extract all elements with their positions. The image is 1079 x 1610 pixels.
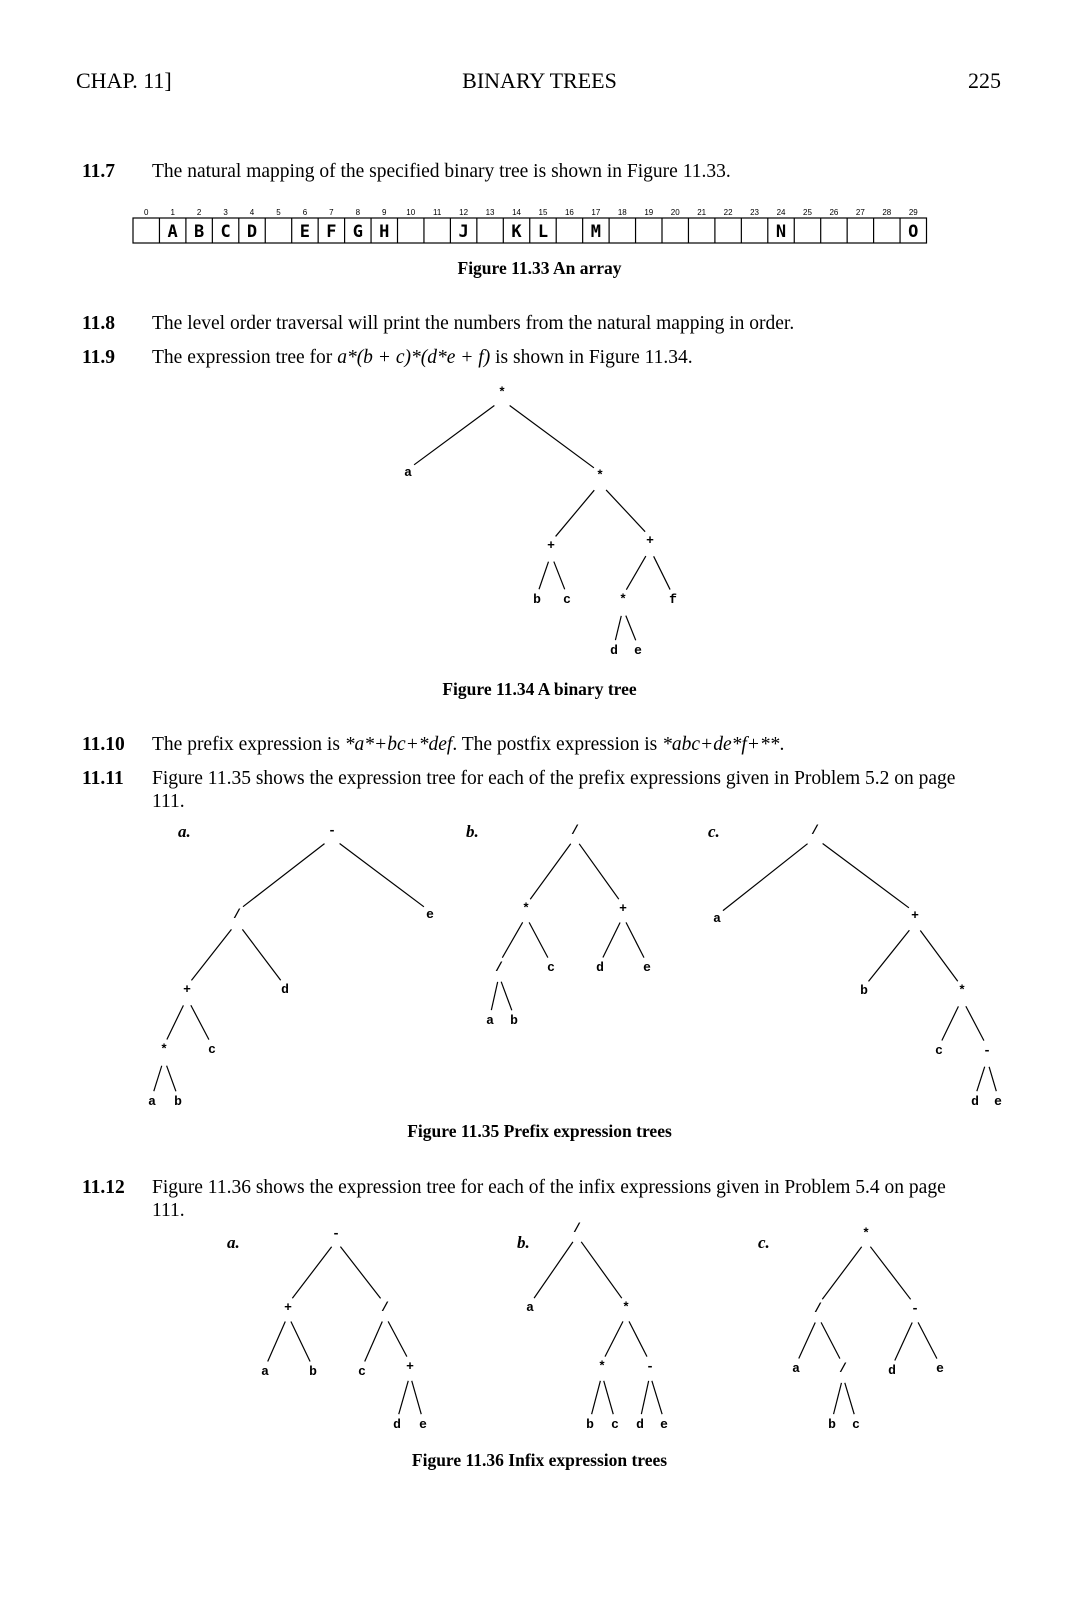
tree-node-label: - <box>328 823 336 838</box>
array-index: 26 <box>829 208 839 217</box>
tree-node-label: b <box>586 1417 594 1432</box>
page-number: 225 <box>968 68 1001 93</box>
tree-node-label: a <box>713 911 721 926</box>
problem-number-11-8: 11.8 <box>82 313 116 334</box>
figure-11-34-caption: Figure 11.34 A binary tree <box>442 679 637 699</box>
array-cell: O <box>908 222 919 242</box>
array-cell: C <box>220 222 231 242</box>
tree-edge <box>918 1322 937 1358</box>
tree-node-label: b <box>828 1417 836 1432</box>
tree-node-label: e <box>994 1094 1002 1109</box>
running-head-chapter: CHAP. 11] <box>76 68 172 93</box>
tree-node-label: + <box>619 901 627 916</box>
tree-node-label: d <box>281 982 289 997</box>
tree-node-label: * <box>598 1359 606 1374</box>
tree-node-label: / <box>233 907 241 922</box>
array-index: 29 <box>908 208 918 217</box>
array-cell: H <box>379 222 390 242</box>
array-index: 0 <box>143 208 149 217</box>
tree-node-label: b <box>309 1364 317 1379</box>
array-index: 22 <box>723 208 733 217</box>
array-index: 25 <box>803 208 812 217</box>
paragraph-11-11: Figure 11.35 shows the expression tree for each of the prefix expressions given in Problem 5.2 on page <box>152 768 956 789</box>
tree-node-label: / <box>571 823 579 838</box>
tree-node-label: - <box>911 1301 919 1316</box>
tree-node-label: f <box>669 592 677 607</box>
tree-node-label: + <box>183 982 191 997</box>
tree-node-label: b <box>860 983 868 998</box>
tree-node-label: * <box>622 1300 630 1315</box>
problem-number-11-7: 11.7 <box>82 161 116 182</box>
array-index: 10 <box>406 208 416 217</box>
tree-node-label: + <box>547 538 555 553</box>
tree-node-label: d <box>596 960 604 975</box>
array-index: 2 <box>196 208 202 217</box>
subfigure-label-35b: b. <box>466 822 479 841</box>
tree-node-label: * <box>619 592 627 607</box>
array-cell: N <box>775 222 787 242</box>
tree-node-label: c <box>611 1417 619 1432</box>
array-index: 18 <box>617 208 627 217</box>
subfigure-label-36b: b. <box>517 1233 530 1252</box>
array-cell: L <box>537 222 549 242</box>
array-index: 20 <box>670 208 680 217</box>
tree-node-label: * <box>862 1226 870 1241</box>
subfigure-label-35a: a. <box>178 822 191 841</box>
tree-node-label: d <box>610 643 618 658</box>
array-index: 27 <box>855 208 865 217</box>
postfix-expression: *abc+de*f+** <box>662 734 780 755</box>
array-cell: F <box>326 222 337 242</box>
tree-node-label: e <box>660 1417 668 1432</box>
tree-node-label: - <box>646 1359 654 1374</box>
paragraph-11-11-continuation: 111. <box>152 791 185 812</box>
tree-node-label: c <box>563 592 571 607</box>
array-index: 7 <box>329 208 334 217</box>
problem-number-11-10: 11.10 <box>82 734 125 755</box>
tree-node-label: a <box>148 1094 156 1109</box>
array-cell: K <box>511 222 522 242</box>
tree-node-label: - <box>983 1043 991 1058</box>
tree-edge <box>821 1322 840 1358</box>
array-index: 9 <box>382 208 387 217</box>
tree-node-label: c <box>547 960 555 975</box>
tree-node-label: * <box>522 901 530 916</box>
tree-edge <box>870 1247 910 1300</box>
tree-node-label: + <box>406 1359 414 1374</box>
tree-node-label: * <box>596 468 604 483</box>
array-index: 1 <box>170 208 175 217</box>
array-index: 12 <box>459 208 469 217</box>
tree-edge <box>799 1323 815 1359</box>
tree-node-label: a <box>526 1300 534 1315</box>
tree-node-label: / <box>839 1361 847 1376</box>
array-index: 4 <box>249 208 255 217</box>
array-index: 13 <box>485 208 495 217</box>
tree-node-label: a <box>486 1013 494 1028</box>
tree-node-label: + <box>646 533 654 548</box>
array-index: 15 <box>538 208 548 217</box>
tree-node-label: b <box>174 1094 182 1109</box>
array-index: 28 <box>882 208 892 217</box>
tree-node-label: e <box>419 1417 427 1432</box>
figure-11-33-caption: Figure 11.33 An array <box>457 258 622 278</box>
prefix-expression: *a*+bc+*def <box>344 734 453 755</box>
problem-number-11-11: 11.11 <box>82 768 124 789</box>
tree-node-label: c <box>358 1364 366 1379</box>
tree-node-label: d <box>971 1094 979 1109</box>
tree-node-label: * <box>498 385 506 400</box>
tree-node-label: / <box>814 1301 822 1316</box>
array-cell: M <box>590 222 601 242</box>
array-cell: E <box>299 222 311 242</box>
tree-node-label: a <box>792 1361 800 1376</box>
tree-node-label: + <box>284 1300 292 1315</box>
array-index: 23 <box>750 208 760 217</box>
array-cell: J <box>458 222 469 242</box>
array-index: 11 <box>433 208 442 217</box>
tree-node-label: b <box>510 1013 518 1028</box>
array-index: 5 <box>276 208 281 217</box>
tree-node-label: / <box>573 1221 581 1236</box>
paragraph-11-10: The prefix expression is *a*+bc+*def. The postfix expression is *abc+de*f+**. <box>152 734 785 755</box>
tree-node-label: d <box>636 1417 644 1432</box>
tree-edge <box>822 1247 861 1300</box>
tree-node-label: e <box>426 907 434 922</box>
tree-node-label: e <box>643 960 651 975</box>
tree-node-label: d <box>393 1417 401 1432</box>
tree-node-label: b <box>533 592 541 607</box>
tree-node-label: e <box>936 1361 944 1376</box>
paragraph-11-9: The expression tree for a*(b + c)*(d*e + f) is shown in Figure 11.34. <box>152 347 693 368</box>
array-index: 17 <box>591 208 601 217</box>
tree-node-label: e <box>634 643 642 658</box>
tree-node-label: c <box>208 1042 216 1057</box>
tree-node-label: * <box>958 983 966 998</box>
array-index: 24 <box>776 208 786 217</box>
array-index: 8 <box>355 208 361 217</box>
tree-node-label: c <box>935 1043 943 1058</box>
tree-node-label: d <box>888 1363 896 1378</box>
tree-edge <box>845 1383 854 1414</box>
array-cell: B <box>194 222 205 242</box>
paragraph-11-8: The level order traversal will print the numbers from the natural mapping in order. <box>152 313 795 334</box>
subfigure-label-35c: c. <box>708 822 720 841</box>
array-index: 14 <box>512 208 521 217</box>
figure-11-36-caption: Figure 11.36 Infix expression trees <box>411 1450 668 1470</box>
tree-node-label: + <box>911 908 919 923</box>
tree-node-label: * <box>160 1042 168 1057</box>
tree-edge <box>895 1323 912 1361</box>
array-cell: D <box>246 222 258 242</box>
tree-node-label: / <box>381 1300 389 1315</box>
figure-11-35-caption: Figure 11.35 Prefix expression trees <box>407 1121 672 1141</box>
tree-node-label: - <box>332 1226 340 1241</box>
tree-edge <box>834 1383 842 1414</box>
tree-node-label: a <box>404 465 412 480</box>
tree-node-label: a <box>261 1364 269 1379</box>
array-index: 3 <box>223 208 228 217</box>
tree-node-label: / <box>811 823 819 838</box>
array-cell: G <box>352 222 363 242</box>
running-head-title: BINARY TREES <box>462 68 617 93</box>
tree-node-label: / <box>495 960 503 975</box>
paragraph-11-12-continuation: 111. <box>152 1200 185 1221</box>
problem-number-11-12: 11.12 <box>82 1177 125 1198</box>
paragraph-11-7: The natural mapping of the specified binary tree is shown in Figure 11.33. <box>152 161 731 182</box>
expression-infix: a*(b + c)*(d*e + f) <box>337 347 491 368</box>
array-index: 19 <box>644 208 654 217</box>
tree-node-label: c <box>852 1417 860 1432</box>
problem-number-11-9: 11.9 <box>82 347 116 368</box>
array-cell: A <box>167 222 178 242</box>
subfigure-label-36a: a. <box>227 1233 240 1252</box>
paragraph-11-12: Figure 11.36 shows the expression tree for each of the infix expressions given in Problem 5.4 on page <box>152 1177 946 1198</box>
array-index: 6 <box>302 208 308 217</box>
subfigure-label-36c: c. <box>758 1233 770 1252</box>
array-index: 16 <box>564 208 574 217</box>
array-index: 21 <box>697 208 707 217</box>
